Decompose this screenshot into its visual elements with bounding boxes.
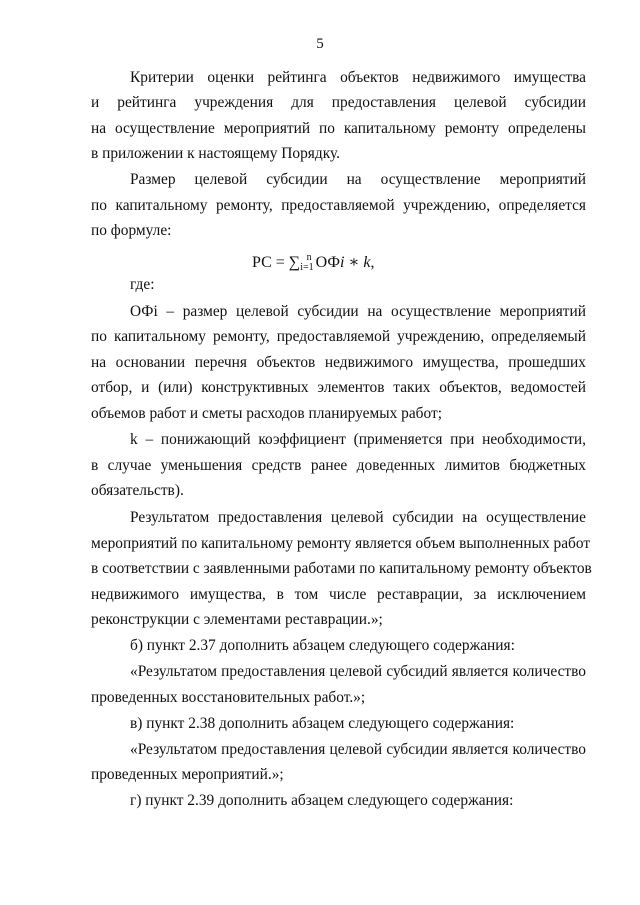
text-line: б) пункт 2.37 дополнить абзацем следующего содержания: — [130, 637, 515, 654]
text-line: в приложении к настоящему Порядку. — [91, 145, 340, 162]
formula — [252, 248, 374, 278]
text-line: Размер целевой субсидии на осуществление мероприятий — [130, 171, 586, 188]
formula-term-index: i — [340, 254, 345, 271]
text-line: в) пункт 2.38 дополнить абзацем следующего содержания: — [130, 715, 515, 732]
text-line: проведенных восстановительных работ.»; — [91, 689, 366, 706]
text-line: по формуле: — [91, 222, 172, 239]
text-line: мероприятий по капитальному ремонту является объем выполненных работ — [91, 535, 591, 552]
formula-times: ∗ — [348, 254, 360, 271]
formula-sum-lower: i=1 — [300, 262, 314, 273]
text-line: недвижимого имущества, в том числе реставрации, за исключением — [91, 586, 586, 603]
formula-term: ОФ — [315, 254, 341, 271]
text-line: объемов работ и сметы расходов планируемых работ; — [91, 405, 442, 422]
text-line: «Результатом предоставления целевой субсидии является количество — [130, 741, 586, 758]
text-line: обязательств). — [91, 482, 184, 499]
page-number: 5 — [316, 36, 324, 52]
text-line: Результатом предоставления целевой субсидии на осуществление — [130, 509, 586, 526]
text-line: по капитальному ремонту, предоставляемой учреждению, определяемый — [91, 328, 586, 345]
text-line: отбор, и (или) конструктивных элементов таких объектов, ведомостей — [91, 379, 586, 396]
text-line: в соответствии с заявленными работами по капитальному ремонту объектов — [91, 560, 592, 577]
formula-factor: k — [363, 254, 371, 271]
formula-sum-upper: n — [306, 252, 312, 263]
where-label: где: — [130, 276, 155, 293]
text-line: г) пункт 2.39 дополнить абзацем следующего содержания: — [130, 792, 514, 809]
text-line: на осуществление мероприятий по капитальному ремонту определены — [91, 120, 586, 137]
text-line: Критерии оценки рейтинга объектов недвижимого имущества — [130, 69, 586, 86]
text-line: ОФi – размер целевой субсидии на осуществление мероприятий — [130, 303, 586, 320]
text-line: проведенных мероприятий.»; — [91, 766, 284, 783]
formula-end: , — [370, 254, 375, 271]
text-line: на основании перечня объектов недвижимого имущества, прошедших — [91, 354, 586, 371]
text-line: в случае уменьшения средств ранее доведенных лимитов бюджетных — [91, 457, 586, 474]
formula-sum: ∑ — [288, 254, 301, 271]
text-line: и рейтинга учреждения для предоставления целевой субсидии — [91, 94, 586, 111]
text-line: k – понижающий коэффициент (применяется при необходимости, — [130, 431, 586, 448]
text-line: «Результатом предоставления целевой субсидий является количество — [130, 663, 586, 680]
formula-equals: = — [275, 254, 285, 271]
formula-lhs: РС — [252, 254, 272, 271]
text-line: реконструкции с элементами реставрации.»; — [91, 611, 383, 628]
text-line: по капитальному ремонту, предоставляемой учреждению, определяется — [91, 197, 586, 214]
